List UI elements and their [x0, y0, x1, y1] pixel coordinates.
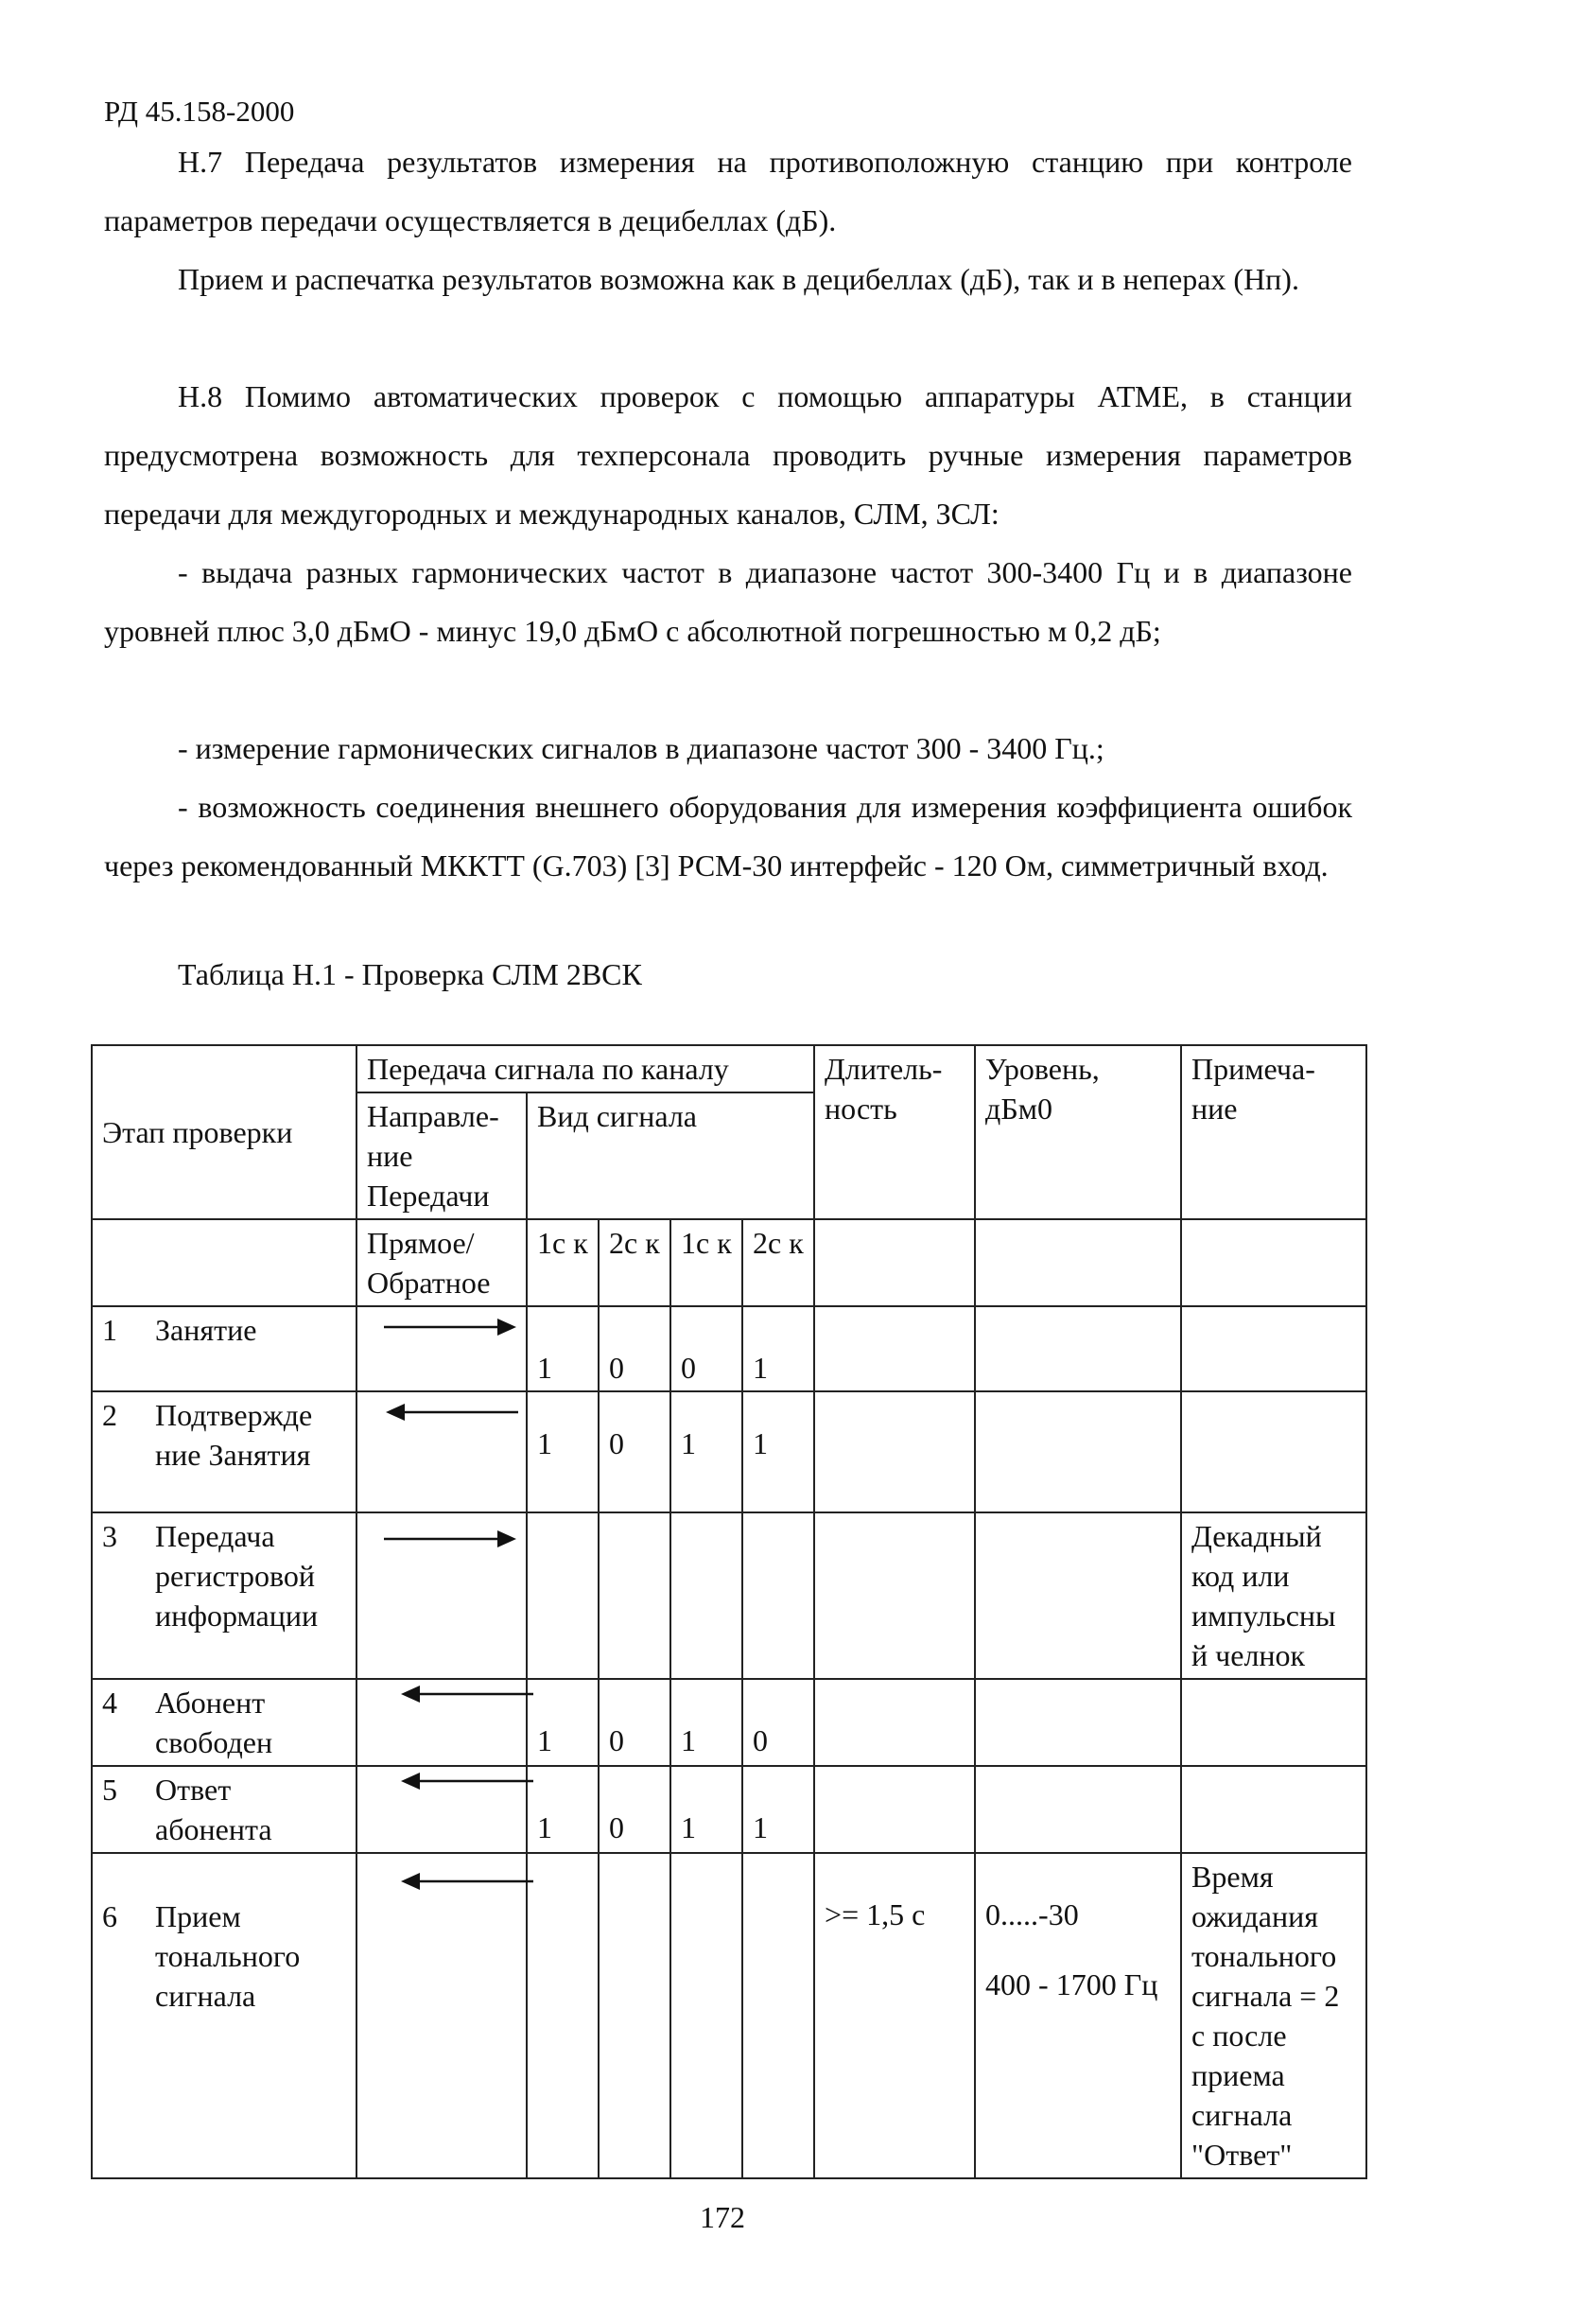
signal-value: 1 — [537, 1723, 552, 1757]
header-signal-col: 2с к — [599, 1219, 670, 1306]
duration-cell — [814, 1853, 975, 2178]
direction-cell — [356, 1766, 527, 1853]
stage-name: Подтвержде ние Занятия — [155, 1398, 313, 1472]
duration-cell — [814, 1306, 975, 1391]
arrow-right-icon — [384, 1318, 516, 1337]
signal-value: 0 — [609, 1426, 624, 1460]
duration-cell — [814, 1766, 975, 1853]
level-cell — [975, 1853, 1181, 2178]
level-cell — [975, 1306, 1181, 1391]
header-signal-col: 2с к — [742, 1219, 814, 1306]
signal-cell — [742, 1512, 814, 1679]
signal-cell — [742, 1679, 814, 1766]
signal-value: 1 — [537, 1351, 552, 1385]
header-empty-cell — [814, 1219, 975, 1306]
paragraph-harmonic-measurement: - измерение гармонических сигналов в диапазоне частот 300 - 3400 Гц.; — [178, 731, 1104, 765]
signal-value: 0 — [753, 1723, 768, 1757]
level-cell — [975, 1766, 1181, 1853]
signal-cell — [670, 1679, 742, 1766]
duration-value: >= 1,5 с — [825, 1897, 926, 1931]
note-cell: Время ожидания тонального сигнала = 2 с после приема сигнала "Ответ" — [1181, 1853, 1366, 2178]
direction-cell — [356, 1391, 527, 1512]
header-row-3 — [92, 1219, 1366, 1306]
check-table — [91, 1044, 1367, 2179]
header-transmission: Передача сигнала по каналу — [356, 1045, 814, 1092]
table-row — [92, 1766, 1366, 1853]
level-cell — [975, 1391, 1181, 1512]
signal-value: 1 — [537, 1426, 552, 1460]
duration-cell — [814, 1679, 975, 1766]
stage-cell — [92, 1391, 356, 1512]
arrow-left-icon — [386, 1403, 518, 1422]
duration-cell — [814, 1391, 975, 1512]
signal-cell — [742, 1391, 814, 1512]
note-cell: Декадный код или импульсны й челнок — [1181, 1512, 1366, 1679]
signal-cell — [599, 1766, 670, 1853]
signal-cell — [527, 1766, 599, 1853]
direction-cell — [356, 1512, 527, 1679]
arrow-right-icon — [384, 1529, 516, 1548]
note-cell — [1181, 1391, 1366, 1512]
paragraph-n8: Н.8 Помимо автоматических проверок с помощью аппаратуры АТМЕ, в станции предусмотрена возможность для техперсонала проводить ручные измерения параметров передачи для междугородных и международных каналов, СЛМ, ЗСЛ: — [104, 379, 1352, 531]
level-value: 0.....-30 — [985, 1897, 1079, 1931]
signal-value: 0 — [681, 1351, 696, 1385]
signal-cell — [670, 1306, 742, 1391]
header-stage: Этап проверки — [92, 1045, 356, 1219]
signal-value: 1 — [681, 1426, 696, 1460]
level-frequency: 400 - 1700 Гц — [985, 1967, 1158, 2001]
stage-cell — [92, 1766, 356, 1853]
signal-value: 1 — [753, 1426, 768, 1460]
level-cell — [975, 1512, 1181, 1679]
stage-number: 3 — [102, 1519, 117, 1553]
signal-cell — [670, 1391, 742, 1512]
header-empty-cell — [975, 1219, 1181, 1306]
signal-value: 0 — [609, 1810, 624, 1844]
signal-value: 0 — [609, 1351, 624, 1385]
header-empty-cell — [1181, 1219, 1366, 1306]
table-row — [92, 1512, 1366, 1679]
duration-cell — [814, 1512, 975, 1679]
header-signal-col: 1с к — [670, 1219, 742, 1306]
note-cell — [1181, 1306, 1366, 1391]
signal-value: 1 — [753, 1810, 768, 1844]
note-cell — [1181, 1766, 1366, 1853]
signal-cell — [527, 1853, 599, 2178]
signal-cell — [599, 1679, 670, 1766]
level-cell — [975, 1679, 1181, 1766]
paragraph-reception: Прием и распечатка результатов возможна как в децибеллах (дБ), так и в неперах (Нп). — [178, 262, 1299, 296]
header-signal-col: 1с к — [527, 1219, 599, 1306]
stage-cell — [92, 1679, 356, 1766]
stage-cell — [92, 1306, 356, 1391]
stage-cell — [92, 1512, 356, 1679]
stage-number: 1 — [102, 1313, 117, 1347]
stage-cell-content — [102, 1896, 346, 2016]
table-row — [92, 1679, 1366, 1766]
signal-cell — [527, 1391, 599, 1512]
header-direction-sub: Прямое/ Обратное — [356, 1219, 527, 1306]
signal-cell — [670, 1512, 742, 1679]
signal-cell — [599, 1512, 670, 1679]
signal-value: 0 — [609, 1723, 624, 1757]
header-level: Уровень, дБм0 — [975, 1045, 1181, 1219]
header-duration: Длитель- ность — [814, 1045, 975, 1219]
signal-cell — [527, 1679, 599, 1766]
direction-cell — [356, 1853, 527, 2178]
direction-cell — [356, 1306, 527, 1391]
table-caption: Таблица Н.1 - Проверка СЛМ 2ВСК — [178, 957, 642, 991]
signal-cell — [599, 1391, 670, 1512]
stage-cell — [92, 1853, 356, 2178]
paragraph-frequency-output: - выдача разных гармонических частот в диапазоне частот 300-3400 Гц и в диапазоне уровней плюс 3,0 дБмО - минус 19,0 дБмО с абсолютной погрешностью м 0,2 дБ; — [104, 555, 1352, 648]
header-empty-cell — [92, 1219, 356, 1306]
page-header: РД 45.158-2000 — [104, 95, 295, 128]
arrow-left-icon — [401, 1772, 533, 1791]
table-row — [92, 1306, 1366, 1391]
header-row-1 — [92, 1045, 1366, 1092]
header-direction: Направле- ние Передачи — [356, 1092, 527, 1219]
signal-cell — [742, 1766, 814, 1853]
signal-cell — [527, 1512, 599, 1679]
table-row — [92, 1391, 1366, 1512]
stage-number: 2 — [102, 1398, 117, 1432]
stage-number: 4 — [102, 1686, 117, 1720]
signal-cell — [527, 1306, 599, 1391]
signal-value: 1 — [681, 1723, 696, 1757]
stage-name: Занятие — [155, 1313, 257, 1347]
signal-value: 1 — [537, 1810, 552, 1844]
arrow-left-icon — [401, 1872, 533, 1891]
paragraph-n7: Н.7 Передача результатов измерения на противоположную станцию при контроле параметров передачи осуществляется в децибеллах (дБ). — [104, 145, 1352, 237]
header-signal-type: Вид сигнала — [527, 1092, 814, 1219]
note-cell — [1181, 1679, 1366, 1766]
table-row — [92, 1853, 1366, 2178]
signal-cell — [670, 1853, 742, 2178]
stage-name: Прием тонального сигнала — [155, 1899, 301, 2013]
signal-cell — [742, 1306, 814, 1391]
header-note: Примеча- ние — [1181, 1045, 1366, 1219]
stage-number: 6 — [102, 1899, 117, 1933]
paragraph-external-equipment: - возможность соединения внешнего оборудования для измерения коэффициента ошибок через рекомендованный МККТТ (G.703) [3] РСМ-30 интерфейс - 120 Ом, симметричный вход. — [104, 790, 1352, 882]
page-number: 172 — [700, 2200, 745, 2234]
stage-name: Абонент свободен — [155, 1686, 273, 1759]
signal-cell — [742, 1853, 814, 2178]
signal-value: 1 — [681, 1810, 696, 1844]
stage-name: Передача регистровой информации — [155, 1519, 319, 1633]
arrow-left-icon — [401, 1685, 533, 1704]
direction-cell — [356, 1679, 527, 1766]
signal-cell — [670, 1766, 742, 1853]
stage-number: 5 — [102, 1773, 117, 1807]
stage-name: Ответ абонента — [155, 1773, 272, 1846]
signal-cell — [599, 1853, 670, 2178]
signal-cell — [599, 1306, 670, 1391]
signal-value: 1 — [753, 1351, 768, 1385]
